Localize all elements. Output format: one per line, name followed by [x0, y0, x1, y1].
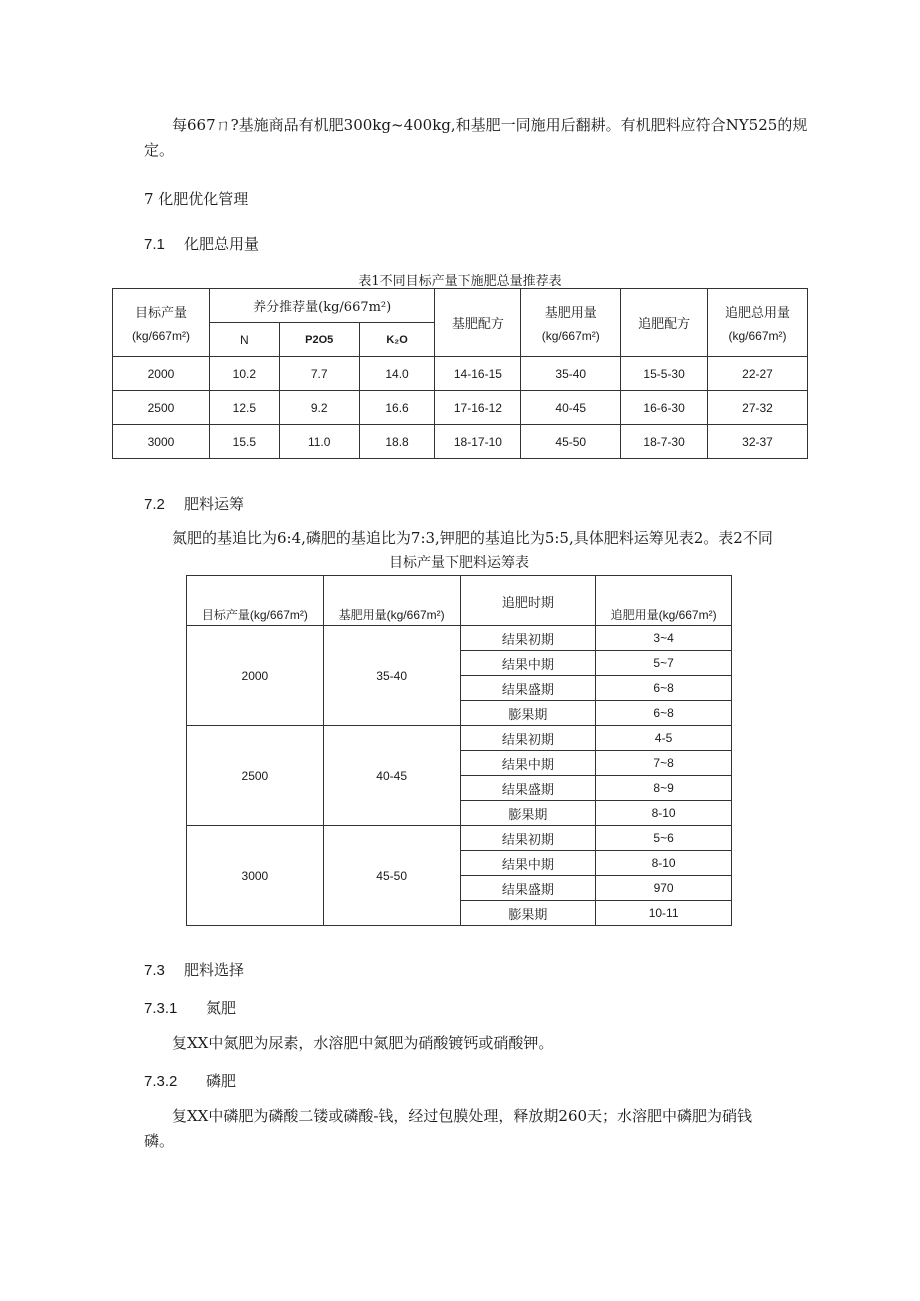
table-row: 2000 35-40 结果初期 3~4 — [187, 626, 732, 651]
fertilizer-schedule-table — [186, 575, 732, 926]
table2-caption: 目标产量下肥料运筹表 — [389, 555, 529, 571]
table-row: 2500 40-45 结果初期 4-5 — [187, 726, 732, 751]
table-row: 2500 12.5 9.2 16.6 17-16-12 40-45 16-6-30 27-32 — [113, 391, 808, 425]
section-number: 7.3 — [144, 962, 165, 979]
section-title: 化肥总用量 — [184, 235, 260, 253]
section-number: 7.3.2 — [144, 1073, 178, 1090]
paragraph-organic-fertilizer-line1: 每667ㄇ?基施商品有机肥300kg~400kg,和基肥一同施用后翻耕。有机肥料应符合NY525的规 — [172, 116, 808, 134]
header-base-amount: 基肥用量(kg/667m²) — [323, 576, 460, 626]
header-top-total: 追肥总用量 (kg/667m²) — [708, 289, 808, 357]
header-nutrient-recommend: 养分推荐量(kg/667m²) — [209, 289, 435, 323]
section-7-heading: 7 化肥优化管理 — [144, 190, 249, 208]
paragraph-organic-fertilizer-line2: 定。 — [144, 141, 175, 159]
section-title: 磷肥 — [206, 1072, 237, 1090]
paragraph-phosphorus-line2: 磷。 — [144, 1132, 175, 1150]
section-number: 7.2 — [144, 496, 165, 513]
header-n: N — [209, 323, 279, 357]
section-7-3-1-heading — [144, 997, 236, 1020]
table-row: 膨果期 6~8 — [187, 701, 732, 726]
header-top-formula: 追肥配方 — [621, 289, 708, 357]
section-7-2-heading — [144, 493, 244, 516]
header-p2o5: P2O5 — [279, 323, 359, 357]
table-row: 结果盛期 6~8 — [187, 676, 732, 701]
header-target-yield: 目标产量 (kg/667m²) — [113, 289, 210, 357]
table-row: 2000 10.2 7.7 14.0 14-16-15 35-40 15-5-30 22-27 — [113, 357, 808, 391]
fertilizer-total-table — [112, 288, 808, 459]
section-7-3-2-heading — [144, 1070, 236, 1093]
header-top-period: 追肥时期 — [460, 576, 596, 626]
section-7-3-heading — [144, 959, 244, 982]
table-row: 3000 15.5 11.0 18.8 18-17-10 45-50 18-7-30 32-37 — [113, 425, 808, 459]
paragraph-nitrogen: 复XX中氮肥为尿素，水溶肥中氮肥为硝酸镀钙或硝酸钾。 — [172, 1034, 554, 1052]
section-number: 7.1 — [144, 236, 165, 253]
table-row: 结果盛期 970 — [187, 876, 732, 901]
header-base-amount: 基肥用量 (kg/667m²) — [521, 289, 621, 357]
table-row: 结果中期 5~7 — [187, 651, 732, 676]
table-row: 3000 45-50 结果初期 5~6 — [187, 826, 732, 851]
section-number: 7.3.1 — [144, 1000, 178, 1017]
paragraph-ratio-line1: 氮肥的基追比为6:4,磷肥的基追比为7:3,钾肥的基追比为5:5,具体肥料运筹见表2。表2不同 — [172, 529, 773, 547]
table-row: 膨果期 8-10 — [187, 801, 732, 826]
header-base-formula: 基肥配方 — [435, 289, 521, 357]
section-7-1-heading — [144, 233, 259, 256]
header-k2o: K₂O — [359, 323, 435, 357]
table-row: 膨果期 10-11 — [187, 901, 732, 926]
table1-caption: 表1不同目标产量下施肥总量推荐表 — [358, 274, 562, 289]
section-title: 肥料选择 — [184, 961, 245, 979]
paragraph-phosphorus-line1: 复XX中磷肥为磷酸二镂或磷酸-钱，经过包膜处理，释放期260天；水溶肥中磷肥为硝钱 — [172, 1107, 753, 1125]
table-row: 结果盛期 8~9 — [187, 776, 732, 801]
table-row: 结果中期 8-10 — [187, 851, 732, 876]
header-top-amount: 追肥用量(kg/667m²) — [596, 576, 732, 626]
section-title: 氮肥 — [206, 999, 237, 1017]
header-target-yield: 目标产量(kg/667m²) — [187, 576, 324, 626]
table-row: 结果中期 7~8 — [187, 751, 732, 776]
section-title: 肥料运筹 — [184, 495, 245, 513]
